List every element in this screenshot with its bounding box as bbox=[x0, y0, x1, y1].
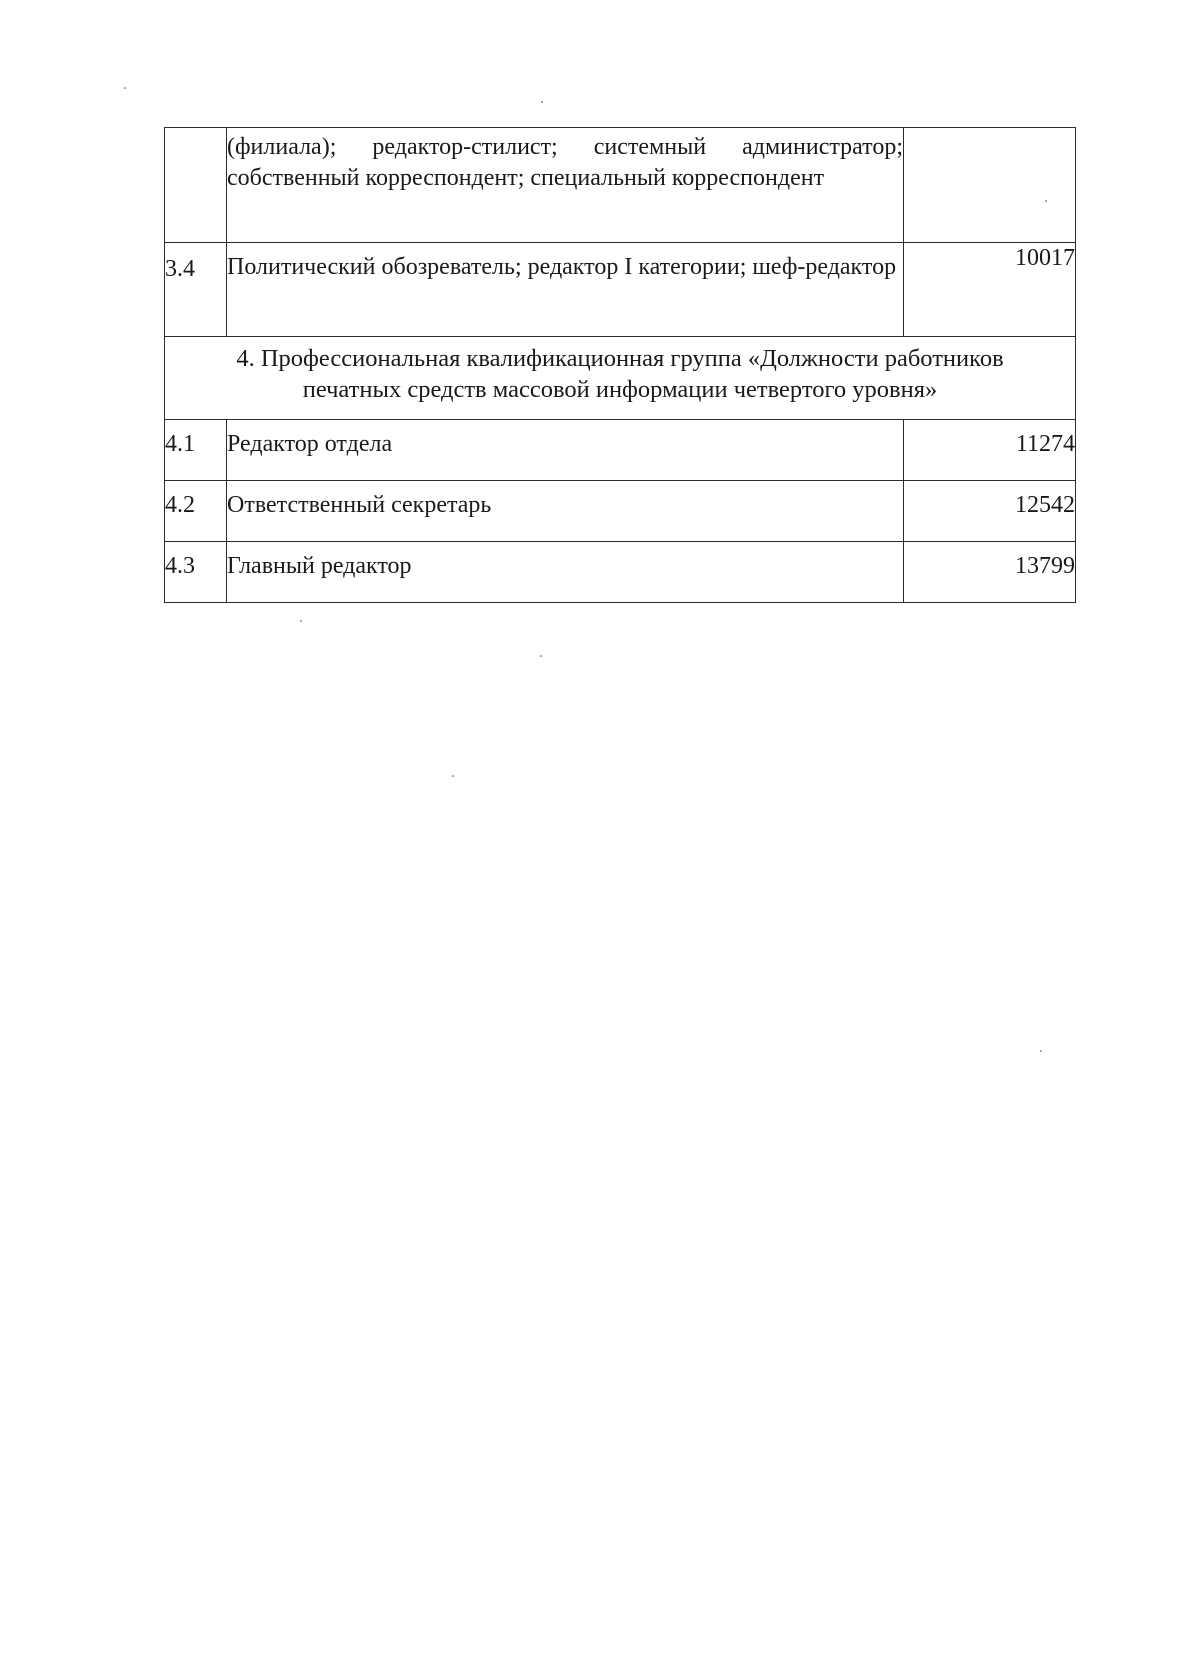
scan-speck bbox=[1040, 1050, 1042, 1052]
salary-amount: 12542 bbox=[904, 481, 1076, 542]
scan-speck bbox=[452, 775, 454, 777]
table-row bbox=[165, 481, 1076, 542]
table-row bbox=[165, 542, 1076, 603]
table-row-3-4 bbox=[165, 243, 1076, 337]
table-row-continuation bbox=[165, 128, 1076, 243]
row-number: 3.4 bbox=[165, 243, 227, 337]
row-number: 4.3 bbox=[165, 542, 227, 603]
position-title: Ответственный секретарь bbox=[227, 481, 904, 542]
position-title: Редактор отдела bbox=[227, 420, 904, 481]
position-title: Политический обозреватель; редактор I категории; шеф-редактор bbox=[227, 243, 904, 337]
salary-amount: 10017 bbox=[904, 243, 1076, 337]
scan-speck bbox=[541, 101, 543, 103]
scan-speck bbox=[300, 620, 302, 622]
table-row bbox=[165, 420, 1076, 481]
group-header-row bbox=[165, 337, 1076, 420]
salary-amount: 11274 bbox=[904, 420, 1076, 481]
group-header-title: 4. Профессиональная квалификационная группа «Должности работников печатных средств массовой информации четвертого уровня» bbox=[165, 337, 1076, 420]
row-number: 4.2 bbox=[165, 481, 227, 542]
scan-speck bbox=[540, 655, 542, 657]
scan-speck bbox=[1045, 200, 1047, 202]
salary-amount: 13799 bbox=[904, 542, 1076, 603]
scan-speck bbox=[124, 87, 126, 89]
row-number: 4.1 bbox=[165, 420, 227, 481]
position-title: Главный редактор bbox=[227, 542, 904, 603]
row-number bbox=[165, 128, 227, 243]
salary-table bbox=[164, 127, 1076, 603]
position-title: (филиала); редактор-стилист; системный администратор; собственный корреспондент; специальный корреспондент bbox=[227, 128, 904, 243]
salary-amount bbox=[904, 128, 1076, 243]
